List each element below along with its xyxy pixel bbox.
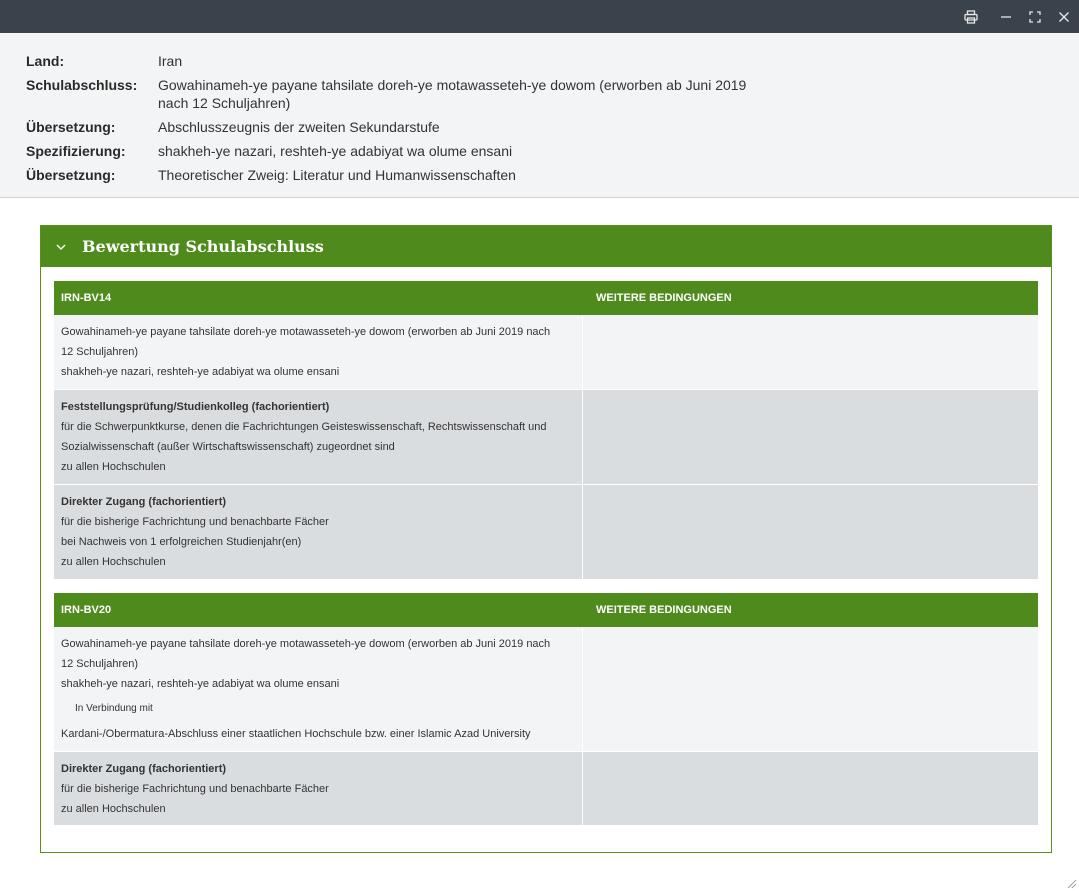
conditions-cell bbox=[583, 485, 1038, 579]
land-value: Iran bbox=[158, 53, 183, 69]
cell-line: zu allen Hochschulen bbox=[61, 556, 166, 568]
cell-line: für die Schwerpunktkurse, denen die Fachrichtungen Geisteswissenschaft, Rechtswissenschaft und bbox=[61, 421, 547, 433]
print-icon bbox=[964, 10, 978, 24]
info-row-spezifizierung bbox=[26, 142, 758, 160]
table-row bbox=[54, 485, 1038, 580]
degree-cell bbox=[54, 315, 583, 389]
degree-cell bbox=[54, 627, 583, 751]
cell-line: für die bisherige Fachrichtung und benachbarte Fächer bbox=[61, 783, 329, 795]
schulabschluss-value-line: Gowahinameh-ye payane tahsilate doreh-ye motawasseteh-ye dowom (erworben ab Juni 2019 bbox=[158, 77, 747, 93]
table-row bbox=[54, 627, 1038, 752]
connector-text: In Verbindung mit bbox=[75, 703, 153, 714]
maximize-button[interactable] bbox=[1024, 6, 1046, 28]
evaluation-table-bv14 bbox=[54, 281, 1038, 580]
cell-line: zu allen Hochschulen bbox=[61, 461, 166, 473]
spezifizierung-label: Spezifizierung: bbox=[26, 143, 126, 159]
cell-line: zu allen Hochschulen bbox=[61, 803, 166, 815]
cell-line: Sozialwissenschaft (außer Wirtschaftswissenschaft) zugeordnet sind bbox=[61, 441, 395, 453]
table-header bbox=[54, 281, 1038, 315]
land-label: Land: bbox=[26, 53, 65, 69]
access-title: Direkter Zugang (fachorientiert) bbox=[61, 496, 227, 508]
conditions-cell bbox=[583, 752, 1038, 825]
window-titlebar bbox=[0, 0, 1079, 33]
bewertung-panel bbox=[40, 225, 1052, 853]
panel-title: Bewertung Schulabschluss bbox=[82, 237, 324, 256]
table-row bbox=[54, 390, 1038, 485]
access-cell bbox=[54, 752, 583, 825]
evaluation-table-bv20 bbox=[54, 593, 1038, 826]
minimize-button[interactable] bbox=[995, 6, 1017, 28]
maximize-icon bbox=[1029, 11, 1041, 23]
conditions-cell bbox=[583, 390, 1038, 484]
table-code: IRN-BV14 bbox=[61, 292, 112, 304]
access-cell bbox=[54, 390, 583, 484]
schulabschluss-label: Schulabschluss: bbox=[26, 77, 138, 93]
bewertung-panel-header[interactable] bbox=[41, 226, 1051, 267]
schulabschluss-value-line: nach 12 Schuljahren) bbox=[158, 95, 291, 111]
conditions-header: WEITERE BEDINGUNGEN bbox=[596, 292, 732, 304]
cell-line: Gowahinameh-ye payane tahsilate doreh-ye motawasseteh-ye dowom (erworben ab Juni 2019 nach bbox=[61, 326, 551, 338]
conditions-header: WEITERE BEDINGUNGEN bbox=[596, 604, 732, 616]
cell-line: 12 Schuljahren) bbox=[61, 658, 139, 670]
conditions-cell bbox=[583, 627, 1038, 751]
chevron-down-icon bbox=[55, 240, 69, 254]
uebersetzung-label: Übersetzung: bbox=[26, 167, 116, 183]
minimize-icon bbox=[1000, 11, 1012, 23]
info-row-land bbox=[26, 52, 758, 70]
table-header bbox=[54, 593, 1038, 627]
close-icon bbox=[1058, 11, 1070, 23]
access-title: Feststellungsprüfung/Studienkolleg (fachorientiert) bbox=[61, 401, 330, 413]
schulabschluss-value bbox=[158, 76, 758, 112]
table-row bbox=[54, 315, 1038, 390]
spezifizierung-value: shakheh-ye nazari, reshteh-ye adabiyat wa olume ensani bbox=[158, 143, 513, 159]
cell-line: Kardani-/Obermatura-Abschluss einer staatlichen Hochschule bzw. einer Islamic Azad University bbox=[61, 728, 531, 740]
table-code: IRN-BV20 bbox=[61, 604, 112, 616]
cell-line: 12 Schuljahren) bbox=[61, 346, 139, 358]
close-button[interactable] bbox=[1053, 6, 1075, 28]
uebersetzung-label: Übersetzung: bbox=[26, 119, 116, 135]
uebersetzung-value: Abschlusszeugnis der zweiten Sekundarstufe bbox=[158, 119, 440, 135]
cell-line: Gowahinameh-ye payane tahsilate doreh-ye motawasseteh-ye dowom (erworben ab Juni 2019 nach bbox=[61, 638, 551, 650]
info-row-uebersetzung bbox=[26, 118, 758, 136]
access-title: Direkter Zugang (fachorientiert) bbox=[61, 763, 227, 775]
cell-line: shakheh-ye nazari, reshteh-ye adabiyat wa olume ensani bbox=[61, 678, 340, 690]
table-row bbox=[54, 752, 1038, 826]
info-row-uebersetzung-spezifizierung bbox=[26, 166, 758, 184]
access-cell bbox=[54, 485, 583, 579]
conditions-cell bbox=[583, 315, 1038, 389]
print-button[interactable] bbox=[960, 6, 982, 28]
cell-line: shakheh-ye nazari, reshteh-ye adabiyat wa olume ensani bbox=[61, 366, 340, 378]
info-row-schulabschluss bbox=[26, 76, 758, 112]
cell-line: für die bisherige Fachrichtung und benachbarte Fächer bbox=[61, 516, 329, 528]
cell-line: bei Nachweis von 1 erfolgreichen Studienjahr(en) bbox=[61, 536, 302, 548]
uebersetzung-value: Theoretischer Zweig: Literatur und Humanwissenschaften bbox=[158, 167, 516, 183]
resize-grip-icon[interactable] bbox=[1066, 878, 1077, 889]
degree-info-section bbox=[0, 33, 1079, 198]
